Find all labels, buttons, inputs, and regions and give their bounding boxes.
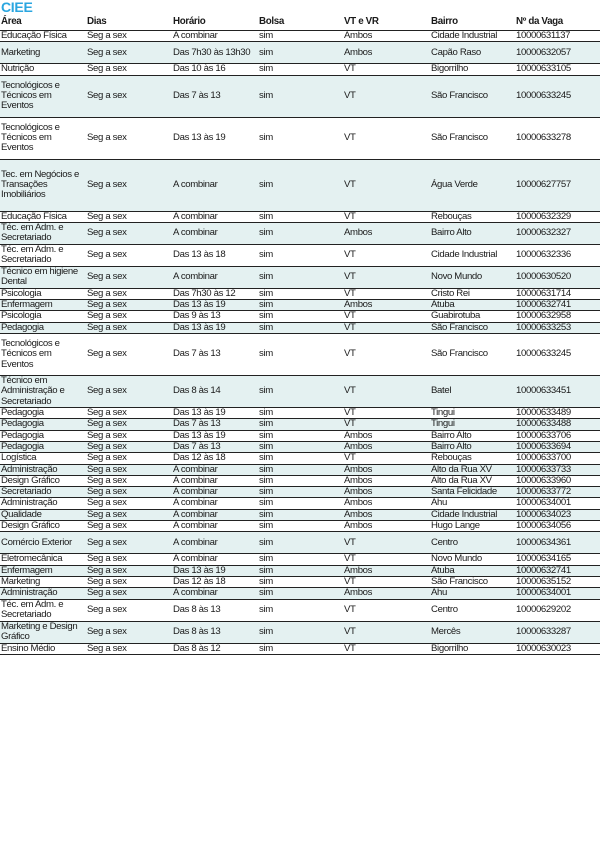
cell-transport: VT <box>343 266 430 288</box>
cell-vacancy-number: 10000632958 <box>515 311 600 322</box>
cell-days: Seg a sex <box>86 509 172 520</box>
cell-transport: Ambos <box>343 31 430 42</box>
cell-transport: Ambos <box>343 42 430 64</box>
cell-neighborhood: Rebouças <box>430 453 515 464</box>
cell-schedule: Das 7 às 13 <box>172 441 258 452</box>
cell-area: Administração <box>0 498 86 509</box>
cell-transport: Ambos <box>343 588 430 599</box>
table-row <box>0 441 600 452</box>
cell-vacancy-number: 10000630520 <box>515 266 600 288</box>
table-row <box>0 576 600 587</box>
cell-area: Secretariado <box>0 487 86 498</box>
column-header-schedule: Horário <box>172 15 258 31</box>
cell-days: Seg a sex <box>86 64 172 75</box>
cell-vacancy-number: 10000633733 <box>515 464 600 475</box>
cell-neighborhood: Santa Felicidade <box>430 487 515 498</box>
cell-schedule: A combinar <box>172 464 258 475</box>
cell-days: Seg a sex <box>86 576 172 587</box>
table-row <box>0 419 600 430</box>
cell-area: Marketing <box>0 576 86 587</box>
header-row <box>0 15 600 31</box>
cell-area: Marketing e Design Gráfico <box>0 621 86 643</box>
cell-days: Seg a sex <box>86 211 172 222</box>
cell-schedule: A combinar <box>172 509 258 520</box>
cell-neighborhood: Alto da Rua XV <box>430 464 515 475</box>
column-header-transport: VT e VR <box>343 15 430 31</box>
cell-days: Seg a sex <box>86 621 172 643</box>
cell-vacancy-number: 10000632741 <box>515 300 600 311</box>
table-row <box>0 599 600 621</box>
cell-schedule: A combinar <box>172 498 258 509</box>
table-row <box>0 487 600 498</box>
table-row <box>0 159 600 211</box>
cell-vacancy-number: 10000633488 <box>515 419 600 430</box>
vacancies-table <box>0 15 600 655</box>
cell-vacancy-number: 10000633451 <box>515 376 600 408</box>
cell-vacancy-number: 10000633706 <box>515 430 600 441</box>
cell-neighborhood: Batel <box>430 376 515 408</box>
cell-neighborhood: Atuba <box>430 300 515 311</box>
cell-area: Tecnológicos e Técnicos em Eventos <box>0 117 86 159</box>
cell-area: Educação Física <box>0 211 86 222</box>
cell-days: Seg a sex <box>86 222 172 244</box>
table-row <box>0 475 600 486</box>
cell-transport: VT <box>343 554 430 565</box>
cell-days: Seg a sex <box>86 554 172 565</box>
column-header-vacancy-number: Nº da Vaga <box>515 15 600 31</box>
cell-vacancy-number: 10000632057 <box>515 42 600 64</box>
cell-days: Seg a sex <box>86 75 172 117</box>
cell-vacancy-number: 10000627757 <box>515 159 600 211</box>
cell-area: Tecnológicos e Técnicos em Eventos <box>0 75 86 117</box>
cell-vacancy-number: 10000633694 <box>515 441 600 452</box>
table-row <box>0 322 600 333</box>
cell-transport: VT <box>343 311 430 322</box>
cell-days: Seg a sex <box>86 408 172 419</box>
cell-days: Seg a sex <box>86 117 172 159</box>
cell-stipend: sim <box>258 643 343 654</box>
cell-neighborhood: São Francisco <box>430 334 515 376</box>
cell-schedule: Das 13 às 19 <box>172 565 258 576</box>
cell-neighborhood: São Francisco <box>430 322 515 333</box>
cell-area: Educação Física <box>0 31 86 42</box>
cell-area: Tecnológicos e Técnicos em Eventos <box>0 334 86 376</box>
cell-days: Seg a sex <box>86 464 172 475</box>
cell-stipend: sim <box>258 322 343 333</box>
cell-stipend: sim <box>258 42 343 64</box>
cell-schedule: A combinar <box>172 521 258 532</box>
cell-days: Seg a sex <box>86 643 172 654</box>
cell-transport: Ambos <box>343 475 430 486</box>
cell-stipend: sim <box>258 117 343 159</box>
cell-vacancy-number: 10000633245 <box>515 334 600 376</box>
cell-stipend: sim <box>258 453 343 464</box>
cell-days: Seg a sex <box>86 322 172 333</box>
cell-neighborhood: Tingui <box>430 408 515 419</box>
cell-stipend: sim <box>258 441 343 452</box>
cell-neighborhood: Atuba <box>430 565 515 576</box>
cell-vacancy-number: 10000634165 <box>515 554 600 565</box>
table-row <box>0 430 600 441</box>
cell-schedule: Das 12 às 18 <box>172 576 258 587</box>
cell-transport: VT <box>343 643 430 654</box>
cell-vacancy-number: 10000632329 <box>515 211 600 222</box>
cell-area: Téc. em Adm. e Secretariado <box>0 599 86 621</box>
cell-stipend: sim <box>258 430 343 441</box>
cell-area: Design Gráfico <box>0 521 86 532</box>
table-row <box>0 244 600 266</box>
cell-area: Nutrição <box>0 64 86 75</box>
cell-stipend: sim <box>258 565 343 576</box>
cell-days: Seg a sex <box>86 565 172 576</box>
cell-neighborhood: Hugo Lange <box>430 521 515 532</box>
cell-area: Design Gráfico <box>0 475 86 486</box>
cell-stipend: sim <box>258 334 343 376</box>
table-row <box>0 75 600 117</box>
cell-vacancy-number: 10000631137 <box>515 31 600 42</box>
cell-area: Qualidade <box>0 509 86 520</box>
cell-stipend: sim <box>258 475 343 486</box>
table-row <box>0 376 600 408</box>
cell-stipend: sim <box>258 64 343 75</box>
cell-schedule: A combinar <box>172 159 258 211</box>
cell-transport: VT <box>343 621 430 643</box>
cell-days: Seg a sex <box>86 334 172 376</box>
cell-schedule: Das 8 às 12 <box>172 643 258 654</box>
cell-days: Seg a sex <box>86 441 172 452</box>
cell-days: Seg a sex <box>86 588 172 599</box>
cell-vacancy-number: 10000634023 <box>515 509 600 520</box>
cell-transport: Ambos <box>343 222 430 244</box>
cell-neighborhood: Bairro Alto <box>430 222 515 244</box>
cell-transport: VT <box>343 117 430 159</box>
cell-transport: Ambos <box>343 521 430 532</box>
cell-days: Seg a sex <box>86 487 172 498</box>
cell-stipend: sim <box>258 498 343 509</box>
cell-stipend: sim <box>258 521 343 532</box>
cell-vacancy-number: 10000633960 <box>515 475 600 486</box>
cell-neighborhood: Bigorrilho <box>430 643 515 654</box>
cell-transport: VT <box>343 159 430 211</box>
cell-area: Pedagogia <box>0 430 86 441</box>
column-header-days: Dias <box>86 15 172 31</box>
cell-area: Enfermagem <box>0 300 86 311</box>
cell-transport: VT <box>343 532 430 554</box>
cell-area: Administração <box>0 464 86 475</box>
table-row <box>0 498 600 509</box>
cell-vacancy-number: 10000629202 <box>515 599 600 621</box>
cell-schedule: Das 13 às 18 <box>172 244 258 266</box>
cell-area: Psicologia <box>0 288 86 299</box>
table-row <box>0 509 600 520</box>
cell-area: Marketing <box>0 42 86 64</box>
cell-schedule: Das 12 às 18 <box>172 453 258 464</box>
cell-days: Seg a sex <box>86 244 172 266</box>
cell-vacancy-number: 10000632741 <box>515 565 600 576</box>
cell-transport: VT <box>343 288 430 299</box>
cell-schedule: Das 7 às 13 <box>172 75 258 117</box>
cell-days: Seg a sex <box>86 300 172 311</box>
table-row <box>0 288 600 299</box>
cell-vacancy-number: 10000633278 <box>515 117 600 159</box>
cell-stipend: sim <box>258 244 343 266</box>
cell-area: Técnico em higiene Dental <box>0 266 86 288</box>
cell-days: Seg a sex <box>86 453 172 464</box>
cell-days: Seg a sex <box>86 532 172 554</box>
cell-transport: VT <box>343 244 430 266</box>
cell-area: Pedagogia <box>0 322 86 333</box>
cell-area: Eletromecânica <box>0 554 86 565</box>
cell-stipend: sim <box>258 300 343 311</box>
cell-stipend: sim <box>258 31 343 42</box>
cell-vacancy-number: 10000630023 <box>515 643 600 654</box>
cell-transport: VT <box>343 64 430 75</box>
table-row <box>0 300 600 311</box>
cell-stipend: sim <box>258 509 343 520</box>
cell-transport: Ambos <box>343 464 430 475</box>
cell-neighborhood: Bigorrilho <box>430 64 515 75</box>
cell-transport: Ambos <box>343 300 430 311</box>
cell-area: Comércio Exterior <box>0 532 86 554</box>
document-title: CIEE <box>1 0 33 15</box>
cell-vacancy-number: 10000633700 <box>515 453 600 464</box>
cell-vacancy-number: 10000634056 <box>515 521 600 532</box>
cell-neighborhood: Mercês <box>430 621 515 643</box>
cell-schedule: Das 8 às 13 <box>172 599 258 621</box>
cell-vacancy-number: 10000634001 <box>515 498 600 509</box>
cell-neighborhood: Bairro Alto <box>430 430 515 441</box>
table-row <box>0 222 600 244</box>
cell-schedule: A combinar <box>172 554 258 565</box>
cell-neighborhood: Guabirotuba <box>430 311 515 322</box>
cell-area: Administração <box>0 588 86 599</box>
cell-vacancy-number: 10000632336 <box>515 244 600 266</box>
cell-stipend: sim <box>258 554 343 565</box>
cell-days: Seg a sex <box>86 498 172 509</box>
cell-neighborhood: São Francisco <box>430 576 515 587</box>
cell-area: Psicologia <box>0 311 86 322</box>
cell-schedule: Das 7h30 às 12 <box>172 288 258 299</box>
table-row <box>0 521 600 532</box>
cell-schedule: A combinar <box>172 487 258 498</box>
cell-stipend: sim <box>258 288 343 299</box>
table-row <box>0 31 600 42</box>
cell-area: Téc. em Adm. e Secretariado <box>0 222 86 244</box>
cell-transport: VT <box>343 453 430 464</box>
cell-neighborhood: Centro <box>430 532 515 554</box>
cell-neighborhood: Rebouças <box>430 211 515 222</box>
table-row <box>0 311 600 322</box>
cell-transport: Ambos <box>343 487 430 498</box>
cell-vacancy-number: 10000633287 <box>515 621 600 643</box>
cell-vacancy-number: 10000633489 <box>515 408 600 419</box>
cell-transport: VT <box>343 599 430 621</box>
cell-stipend: sim <box>258 464 343 475</box>
cell-area: Pedagogia <box>0 408 86 419</box>
cell-transport: Ambos <box>343 441 430 452</box>
table-row <box>0 42 600 64</box>
cell-vacancy-number: 10000633105 <box>515 64 600 75</box>
cell-vacancy-number: 10000633245 <box>515 75 600 117</box>
cell-transport: VT <box>343 75 430 117</box>
cell-area: Ensino Médio <box>0 643 86 654</box>
column-header-stipend: Bolsa <box>258 15 343 31</box>
column-header-neighborhood: Bairro <box>430 15 515 31</box>
cell-schedule: Das 8 às 14 <box>172 376 258 408</box>
cell-vacancy-number: 10000632327 <box>515 222 600 244</box>
cell-transport: VT <box>343 376 430 408</box>
cell-stipend: sim <box>258 222 343 244</box>
cell-area: Enfermagem <box>0 565 86 576</box>
cell-transport: VT <box>343 576 430 587</box>
cell-days: Seg a sex <box>86 311 172 322</box>
cell-transport: Ambos <box>343 565 430 576</box>
cell-schedule: Das 7 às 13 <box>172 334 258 376</box>
cell-days: Seg a sex <box>86 599 172 621</box>
cell-transport: VT <box>343 322 430 333</box>
cell-schedule: Das 10 às 16 <box>172 64 258 75</box>
cell-stipend: sim <box>258 576 343 587</box>
cell-area: Pedagogia <box>0 441 86 452</box>
cell-days: Seg a sex <box>86 42 172 64</box>
cell-vacancy-number: 10000633253 <box>515 322 600 333</box>
cell-area: Tec. em Negócios e Transações Imobiliários <box>0 159 86 211</box>
table-row <box>0 64 600 75</box>
cell-schedule: A combinar <box>172 31 258 42</box>
cell-days: Seg a sex <box>86 419 172 430</box>
cell-schedule: Das 7h30 às 13h30 <box>172 42 258 64</box>
cell-neighborhood: Tingui <box>430 419 515 430</box>
cell-area: Téc. em Adm. e Secretariado <box>0 244 86 266</box>
table-row <box>0 117 600 159</box>
cell-stipend: sim <box>258 621 343 643</box>
table-row <box>0 408 600 419</box>
cell-transport: VT <box>343 408 430 419</box>
cell-stipend: sim <box>258 419 343 430</box>
cell-schedule: Das 13 às 19 <box>172 408 258 419</box>
cell-neighborhood: Novo Mundo <box>430 554 515 565</box>
cell-stipend: sim <box>258 532 343 554</box>
table-row <box>0 643 600 654</box>
table-row <box>0 532 600 554</box>
cell-neighborhood: São Francisco <box>430 75 515 117</box>
cell-stipend: sim <box>258 408 343 419</box>
cell-schedule: A combinar <box>172 222 258 244</box>
cell-schedule: Das 7 às 13 <box>172 419 258 430</box>
cell-days: Seg a sex <box>86 266 172 288</box>
cell-vacancy-number: 10000634361 <box>515 532 600 554</box>
cell-schedule: Das 8 às 13 <box>172 621 258 643</box>
cell-stipend: sim <box>258 159 343 211</box>
cell-schedule: A combinar <box>172 588 258 599</box>
cell-days: Seg a sex <box>86 521 172 532</box>
cell-transport: VT <box>343 419 430 430</box>
cell-schedule: A combinar <box>172 266 258 288</box>
cell-days: Seg a sex <box>86 31 172 42</box>
cell-schedule: Das 13 às 19 <box>172 322 258 333</box>
table-row <box>0 334 600 376</box>
cell-transport: Ambos <box>343 498 430 509</box>
table-row <box>0 211 600 222</box>
table-row <box>0 565 600 576</box>
cell-schedule: Das 13 às 19 <box>172 117 258 159</box>
cell-neighborhood: Cristo Rei <box>430 288 515 299</box>
table-row <box>0 266 600 288</box>
cell-days: Seg a sex <box>86 430 172 441</box>
cell-transport: VT <box>343 211 430 222</box>
cell-days: Seg a sex <box>86 475 172 486</box>
cell-vacancy-number: 10000631714 <box>515 288 600 299</box>
cell-stipend: sim <box>258 311 343 322</box>
cell-neighborhood: Água Verde <box>430 159 515 211</box>
cell-schedule: Das 9 às 13 <box>172 311 258 322</box>
cell-days: Seg a sex <box>86 288 172 299</box>
table-row <box>0 554 600 565</box>
column-header-area: Área <box>0 15 86 31</box>
cell-stipend: sim <box>258 487 343 498</box>
cell-schedule: Das 13 às 19 <box>172 430 258 441</box>
cell-neighborhood: Bairro Alto <box>430 441 515 452</box>
cell-transport: Ambos <box>343 430 430 441</box>
cell-vacancy-number: 10000633772 <box>515 487 600 498</box>
cell-neighborhood: São Francisco <box>430 117 515 159</box>
cell-transport: VT <box>343 334 430 376</box>
cell-neighborhood: Cidade Industrial <box>430 31 515 42</box>
table-row <box>0 464 600 475</box>
cell-schedule: Das 13 às 19 <box>172 300 258 311</box>
cell-schedule: A combinar <box>172 475 258 486</box>
cell-stipend: sim <box>258 588 343 599</box>
cell-neighborhood: Cidade Industrial <box>430 509 515 520</box>
cell-schedule: A combinar <box>172 532 258 554</box>
cell-schedule: A combinar <box>172 211 258 222</box>
cell-neighborhood: Novo Mundo <box>430 266 515 288</box>
table-row <box>0 453 600 464</box>
cell-area: Técnico em Administração e Secretariado <box>0 376 86 408</box>
cell-transport: Ambos <box>343 509 430 520</box>
cell-days: Seg a sex <box>86 159 172 211</box>
cell-neighborhood: Cidade Industrial <box>430 244 515 266</box>
cell-vacancy-number: 10000634001 <box>515 588 600 599</box>
cell-stipend: sim <box>258 599 343 621</box>
cell-stipend: sim <box>258 376 343 408</box>
cell-neighborhood: Alto da Rua XV <box>430 475 515 486</box>
cell-neighborhood: Capão Raso <box>430 42 515 64</box>
cell-vacancy-number: 10000635152 <box>515 576 600 587</box>
table-row <box>0 588 600 599</box>
cell-area: Pedagogia <box>0 419 86 430</box>
cell-neighborhood: Centro <box>430 599 515 621</box>
cell-stipend: sim <box>258 75 343 117</box>
cell-area: Logística <box>0 453 86 464</box>
cell-stipend: sim <box>258 211 343 222</box>
cell-stipend: sim <box>258 266 343 288</box>
table-row <box>0 621 600 643</box>
cell-neighborhood: Ahu <box>430 588 515 599</box>
cell-days: Seg a sex <box>86 376 172 408</box>
cell-neighborhood: Ahu <box>430 498 515 509</box>
